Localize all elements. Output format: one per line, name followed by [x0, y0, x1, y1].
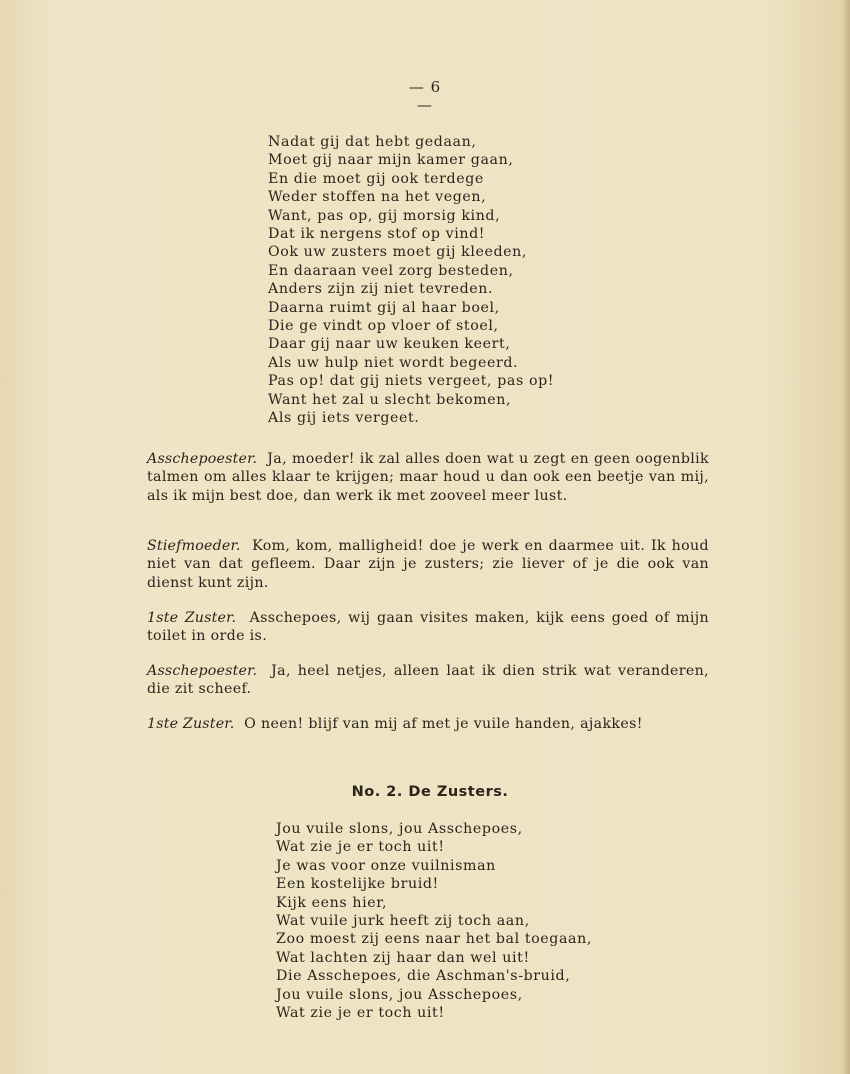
- verse-line: Daarna ruimt gij al haar boel,: [268, 299, 500, 316]
- dialogue-stiefmoeder: [147, 537, 709, 592]
- dialogue-asschepoester-2: [147, 662, 709, 699]
- verse-line: Die ge vindt op vloer of stoel,: [268, 318, 499, 335]
- verse-line: En die moet gij ook terdege: [268, 170, 484, 187]
- verse-line: Want het zal u slecht bekomen,: [268, 391, 512, 408]
- speaker-name: Stiefmoeder.: [147, 538, 241, 554]
- dialogue-text: Asschepoes, wij gaan visites maken, kijk eens goed of mijn toilet in orde is.: [147, 610, 709, 645]
- verse-stiefmoeder: [268, 133, 554, 428]
- verse-line: Wat lachten zij haar dan wel uit!: [276, 949, 530, 966]
- dialogue-text: Ja, heel netjes, alleen laat ik dien strik wat veranderen, die zit scheef.: [147, 663, 709, 698]
- verse-line: Wat vuile jurk heeft zij toch aan,: [276, 913, 530, 930]
- song-heading: No. 2. De Zusters.: [351, 784, 509, 800]
- dialogue-1ste-zuster-1: [147, 609, 709, 646]
- verse-line: Weder stoffen na het vegen,: [268, 189, 487, 206]
- verse-line: Zoo moest zij eens naar het bal toegaan,: [276, 931, 592, 948]
- speaker-name: Asschepoester.: [147, 663, 258, 679]
- speaker-name: Asschepoester.: [147, 451, 258, 467]
- verse-line: En daaraan veel zorg besteden,: [268, 262, 514, 279]
- dialogue-1ste-zuster-2: [147, 715, 709, 733]
- verse-de-zusters: [276, 820, 592, 1022]
- speaker-name: 1ste Zuster.: [147, 716, 235, 732]
- dialogue-text: Ja, moeder! ik zal alles doen wat u zegt en geen oogenblik talmen om alles klaar te krijgen; maar houd u dan ook een beetje van mij, als ik mijn best doe, dan werk ik met zooveel meer lust.: [147, 451, 709, 504]
- speaker-name: 1ste Zuster.: [147, 610, 237, 626]
- verse-line: Wat zie je er toch uit!: [276, 1005, 445, 1022]
- verse-line: Daar gij naar uw keuken keert,: [268, 336, 511, 353]
- verse-line: Een kostelijke bruid!: [276, 876, 439, 893]
- verse-line: Je was voor onze vuilnisman: [276, 857, 496, 874]
- page-edge-shadow: [842, 0, 850, 1074]
- verse-line: Kijk eens hier,: [276, 894, 388, 911]
- verse-line: Die Asschepoes, die Aschman's-bruid,: [276, 968, 571, 985]
- verse-line: Jou vuile slons, jou Asschepoes,: [276, 986, 523, 1003]
- verse-line: Nadat gij dat hebt gedaan,: [268, 134, 477, 150]
- page-number: — 6 —: [408, 78, 442, 114]
- verse-line: Jou vuile slons, jou Asschepoes,: [276, 821, 523, 837]
- verse-line: Anders zijn zij niet tevreden.: [268, 281, 494, 298]
- verse-line: Moet gij naar mijn kamer gaan,: [268, 152, 514, 169]
- verse-line: Wat zie je er toch uit!: [276, 839, 445, 856]
- dialogue-text: Kom, kom, malligheid! doe je werk en daarmee uit. Ik houd niet van dat gefleem. Daar zijn je zusters; zie liever of je die ook van dienst kunt zijn.: [147, 538, 709, 591]
- verse-line: Als uw hulp niet wordt begeerd.: [268, 354, 519, 371]
- verse-line: Pas op! dat gij niets vergeet, pas op!: [268, 373, 555, 390]
- verse-line: Want, pas op, gij morsig kind,: [268, 207, 501, 224]
- verse-line: Als gij iets vergeet.: [268, 410, 420, 427]
- dialogue-asschepoester-1: [147, 450, 709, 505]
- verse-line: Dat ik nergens stof op vind!: [268, 226, 486, 243]
- verse-line: Ook uw zusters moet gij kleeden,: [268, 244, 528, 261]
- dialogue-text: O neen! blijf van mij af met je vuile handen, ajakkes!: [244, 716, 643, 732]
